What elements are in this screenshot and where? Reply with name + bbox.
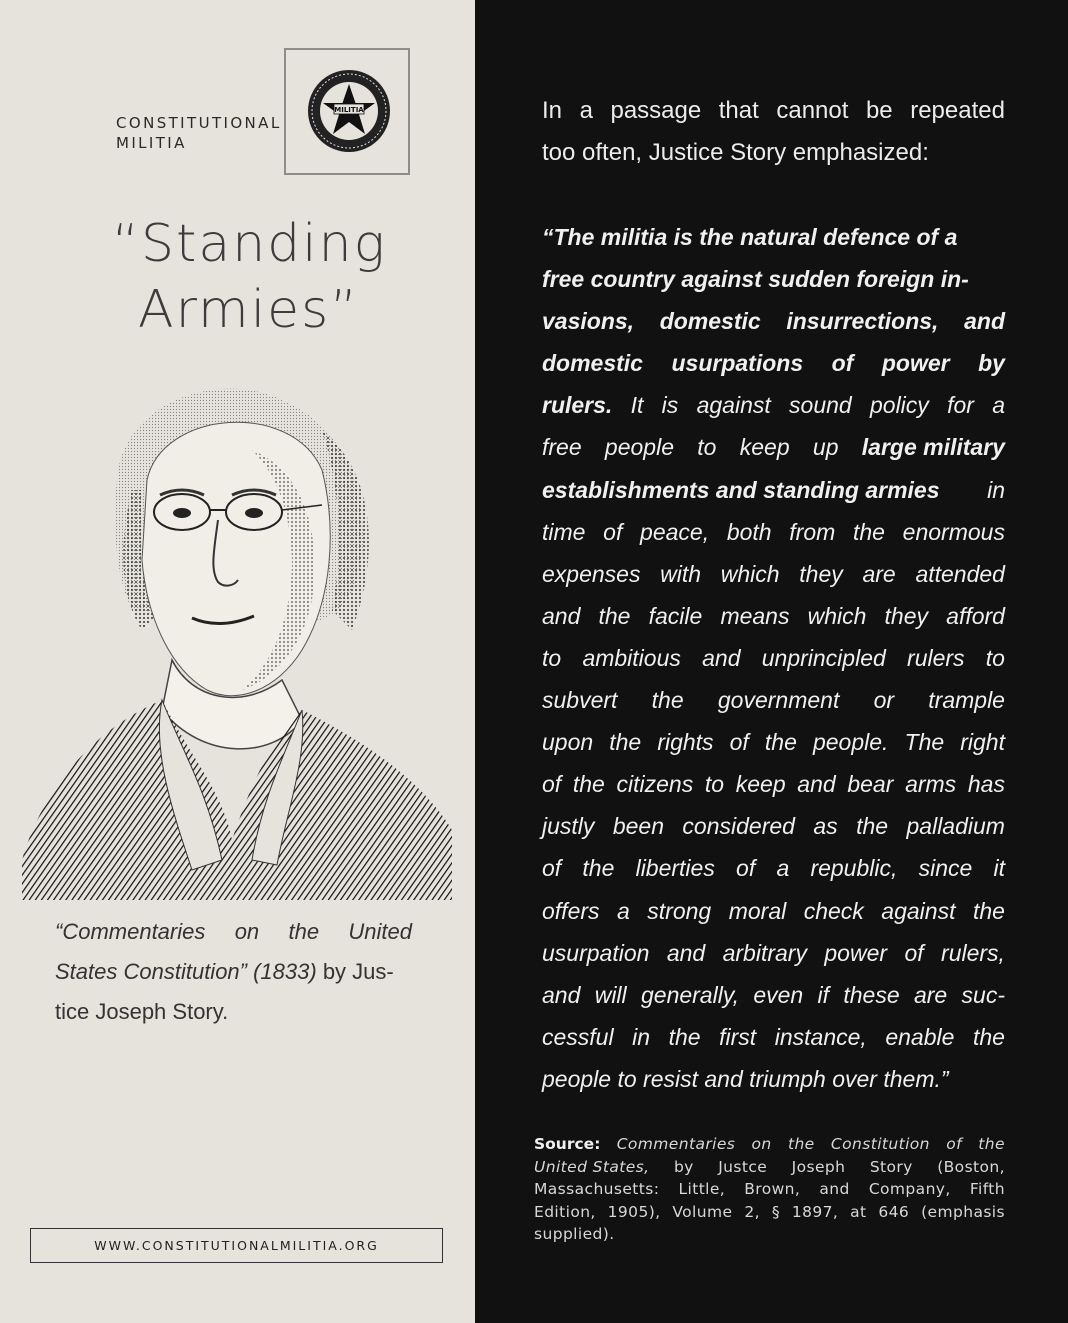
quote-line — [542, 932, 1005, 974]
word: a — [579, 97, 593, 124]
quote-line — [542, 469, 1005, 511]
quote-bold: by — [978, 350, 1005, 377]
word: republic, — [810, 855, 898, 882]
quote-line — [542, 1016, 1005, 1058]
word: expenses — [542, 560, 641, 587]
quote-line — [542, 763, 1005, 805]
website-url: WWW.CONSTITUTIONALMILITIA.ORG — [94, 1238, 379, 1253]
word: the — [856, 813, 889, 840]
word: which — [807, 602, 867, 629]
quote-line — [542, 426, 1005, 468]
word: from — [789, 518, 836, 545]
word: facile — [648, 602, 703, 629]
word: instance, — [774, 1023, 867, 1050]
quote-bold: “The militia is the natural defence of a — [542, 224, 958, 250]
word: the — [651, 687, 684, 714]
word: (emphasis — [921, 1202, 1005, 1221]
word: that — [718, 97, 759, 124]
word: to — [542, 644, 562, 671]
word: arbitrary — [722, 939, 807, 966]
quote-bold: domestic — [659, 308, 761, 335]
word: enable — [885, 1023, 955, 1050]
word: power — [824, 939, 888, 966]
word: Edition, — [534, 1202, 596, 1221]
word: are — [862, 560, 896, 587]
word: a — [617, 897, 630, 924]
word: in — [987, 476, 1005, 503]
word: the — [972, 1023, 1005, 1050]
badge-label: MILITIA — [334, 106, 364, 114]
word: against — [696, 392, 771, 419]
word: the — [572, 771, 605, 798]
word: In — [542, 97, 563, 124]
intro-line-2: too often, Justice Story emphasized: — [542, 139, 929, 166]
caption-word: the — [288, 919, 320, 944]
word: by — [673, 1157, 694, 1176]
word: right — [960, 729, 1005, 756]
word: of — [736, 855, 756, 882]
word: upon — [542, 729, 594, 756]
source-line-5: supplied). — [534, 1225, 615, 1244]
word: will — [594, 981, 627, 1008]
word: they — [799, 560, 843, 587]
word: at — [850, 1202, 867, 1221]
word: they — [884, 602, 929, 629]
word: Justce — [718, 1157, 768, 1176]
word: moral — [728, 897, 787, 924]
word: the — [852, 518, 885, 545]
word: Brown, — [744, 1180, 801, 1199]
quote-line — [542, 384, 1005, 426]
source-line-2 — [534, 1156, 1005, 1179]
caption-word: on — [234, 919, 260, 944]
word: offers — [542, 897, 600, 924]
word: the — [972, 897, 1005, 924]
word: Commentaries — [616, 1135, 736, 1153]
quote-line — [542, 637, 1005, 679]
source-citation — [534, 1133, 1005, 1246]
quote-line — [542, 847, 1005, 889]
word: it — [993, 855, 1005, 882]
word: the — [609, 729, 642, 756]
brand-line-2: MILITIA — [116, 134, 187, 152]
word: enormous — [902, 518, 1005, 545]
word: Company, — [868, 1180, 951, 1199]
portrait-engraving — [22, 360, 452, 900]
word: Massachusetts: — [534, 1180, 660, 1199]
word: passage — [610, 97, 702, 124]
word: keep — [735, 771, 786, 798]
word: both — [726, 518, 772, 545]
title-line-1: “Standing — [112, 214, 387, 274]
quote-line — [542, 553, 1005, 595]
quote-bold: vasions, — [542, 308, 635, 335]
caption-word: United — [348, 919, 412, 944]
word: attended — [915, 560, 1005, 587]
word: strong — [647, 897, 712, 924]
word: of — [603, 518, 623, 545]
story-quote — [542, 216, 1005, 1100]
word: United States, — [534, 1157, 650, 1176]
word: check — [803, 897, 864, 924]
logo-frame — [284, 48, 410, 175]
quote-bold: large military — [861, 434, 1005, 461]
word: the — [787, 1135, 815, 1153]
word: unprincipled — [761, 644, 886, 671]
word: It — [630, 392, 644, 419]
brand-wordmark — [116, 113, 282, 153]
word: palladium — [906, 813, 1005, 840]
word: for — [947, 392, 974, 419]
word: Little, — [678, 1180, 726, 1199]
intro-line-1 — [542, 90, 1005, 132]
word: been — [612, 813, 664, 840]
word: in — [632, 1023, 651, 1050]
source-line-4 — [534, 1201, 1005, 1224]
quote-bold: and — [964, 308, 1005, 335]
word: 1897, — [791, 1202, 839, 1221]
word: these — [843, 981, 900, 1008]
word: people. — [812, 729, 889, 756]
word: and — [797, 771, 836, 798]
quote-line — [542, 300, 1005, 342]
word: citizens — [616, 771, 694, 798]
word: first — [719, 1023, 757, 1050]
quote-line — [542, 679, 1005, 721]
word: the — [668, 1023, 701, 1050]
word: § — [771, 1202, 780, 1221]
word: suc- — [961, 981, 1005, 1008]
word: repeated — [910, 97, 1005, 124]
word: has — [967, 771, 1005, 798]
word: means — [720, 602, 790, 629]
source-label: Source: — [534, 1135, 601, 1153]
word: ambitious — [582, 644, 681, 671]
quote-line — [542, 974, 1005, 1016]
word: with — [660, 560, 702, 587]
quote-bold: establishments and standing armies — [542, 476, 940, 503]
quote-line — [542, 342, 1005, 384]
word: Volume — [672, 1202, 733, 1221]
word: a — [776, 855, 790, 882]
word: and — [542, 602, 581, 629]
word: subvert — [542, 687, 618, 714]
caption-row-1 — [55, 912, 412, 952]
word: a — [992, 392, 1005, 419]
word: and — [542, 981, 581, 1008]
star-badge-icon — [306, 66, 392, 156]
word: rights — [657, 729, 714, 756]
word: government — [717, 687, 840, 714]
word: of — [542, 855, 562, 882]
quote-bold: insurrections, — [786, 308, 939, 335]
word: of — [729, 729, 749, 756]
quote-bold: free country against sudden foreign in- — [542, 266, 969, 293]
word: and — [702, 644, 741, 671]
word: to — [704, 771, 725, 798]
word: is — [661, 392, 679, 419]
word: bear — [847, 771, 894, 798]
quote-line — [542, 216, 1005, 258]
quote-bold: of — [831, 350, 854, 377]
word: The — [904, 729, 945, 756]
word: Story — [869, 1157, 913, 1176]
website-url-box — [30, 1228, 443, 1263]
word: rulers — [907, 644, 965, 671]
word: liberties — [635, 855, 715, 882]
word: cessful — [542, 1023, 614, 1050]
word: the — [582, 855, 615, 882]
word: sound — [789, 392, 852, 419]
source-line-1 — [534, 1133, 1005, 1156]
word: usurpation — [542, 939, 650, 966]
caption-row-2 — [55, 952, 412, 992]
word: the — [598, 602, 631, 629]
word: Fifth — [969, 1180, 1005, 1199]
word: the — [978, 1135, 1005, 1153]
quote-line-last: people to resist and triumph over them.” — [542, 1065, 949, 1092]
brand-line-1: CONSTITUTIONAL — [116, 114, 282, 132]
word: peace, — [640, 518, 710, 545]
portrait-caption — [55, 912, 412, 1032]
word: 646 — [878, 1202, 910, 1221]
word: the — [764, 729, 797, 756]
word: or — [873, 687, 895, 714]
source-line-3 — [534, 1178, 1005, 1201]
quote-line — [542, 258, 1005, 300]
word: be — [865, 97, 893, 124]
word: arms — [905, 771, 957, 798]
word: Constitution — [830, 1135, 930, 1153]
quote-line — [542, 805, 1005, 847]
word: (Boston, — [937, 1157, 1005, 1176]
caption-book-title: States Constitution” (1833) — [55, 959, 317, 984]
word: trample — [928, 687, 1005, 714]
caption-word: “Commentaries — [55, 919, 206, 944]
title-line-2: Armies” — [138, 280, 360, 340]
caption-author-start: by Jus- — [316, 959, 394, 984]
word: 2, — [744, 1202, 760, 1221]
word: to — [697, 434, 717, 461]
word: to — [985, 644, 1005, 671]
word: up — [812, 434, 839, 461]
left-panel — [0, 0, 475, 1323]
word: keep — [739, 434, 790, 461]
word: considered — [682, 813, 795, 840]
word: justly — [542, 813, 595, 840]
word: 1905), — [607, 1202, 661, 1221]
quote-bold: rulers. — [542, 392, 613, 419]
word: which — [720, 560, 780, 587]
quote-line — [542, 511, 1005, 553]
quote-bold: usurpations — [671, 350, 804, 377]
intro-text — [542, 90, 1005, 174]
word: of — [904, 939, 924, 966]
word: even — [753, 981, 804, 1008]
word: of — [946, 1135, 962, 1153]
word: rulers, — [941, 939, 1005, 966]
word: Joseph — [791, 1157, 846, 1176]
word: of — [542, 771, 562, 798]
word: if — [817, 981, 830, 1008]
word: time — [542, 518, 586, 545]
word: afford — [946, 602, 1005, 629]
word: and — [666, 939, 706, 966]
word: on — [751, 1135, 772, 1153]
word: generally, — [640, 981, 740, 1008]
word: are — [913, 981, 948, 1008]
caption-row-3: tice Joseph Story. — [55, 999, 229, 1024]
word: as — [813, 813, 838, 840]
quote-bold: domestic — [542, 350, 643, 377]
word: since — [918, 855, 973, 882]
quote-bold: power — [881, 350, 950, 377]
quote-line — [542, 721, 1005, 763]
word: people — [604, 434, 674, 461]
quote-line — [542, 595, 1005, 637]
quote-line — [542, 890, 1005, 932]
word: and — [819, 1180, 850, 1199]
word: policy — [869, 392, 929, 419]
word: free — [542, 434, 582, 461]
word: cannot — [776, 97, 849, 124]
word: against — [881, 897, 956, 924]
